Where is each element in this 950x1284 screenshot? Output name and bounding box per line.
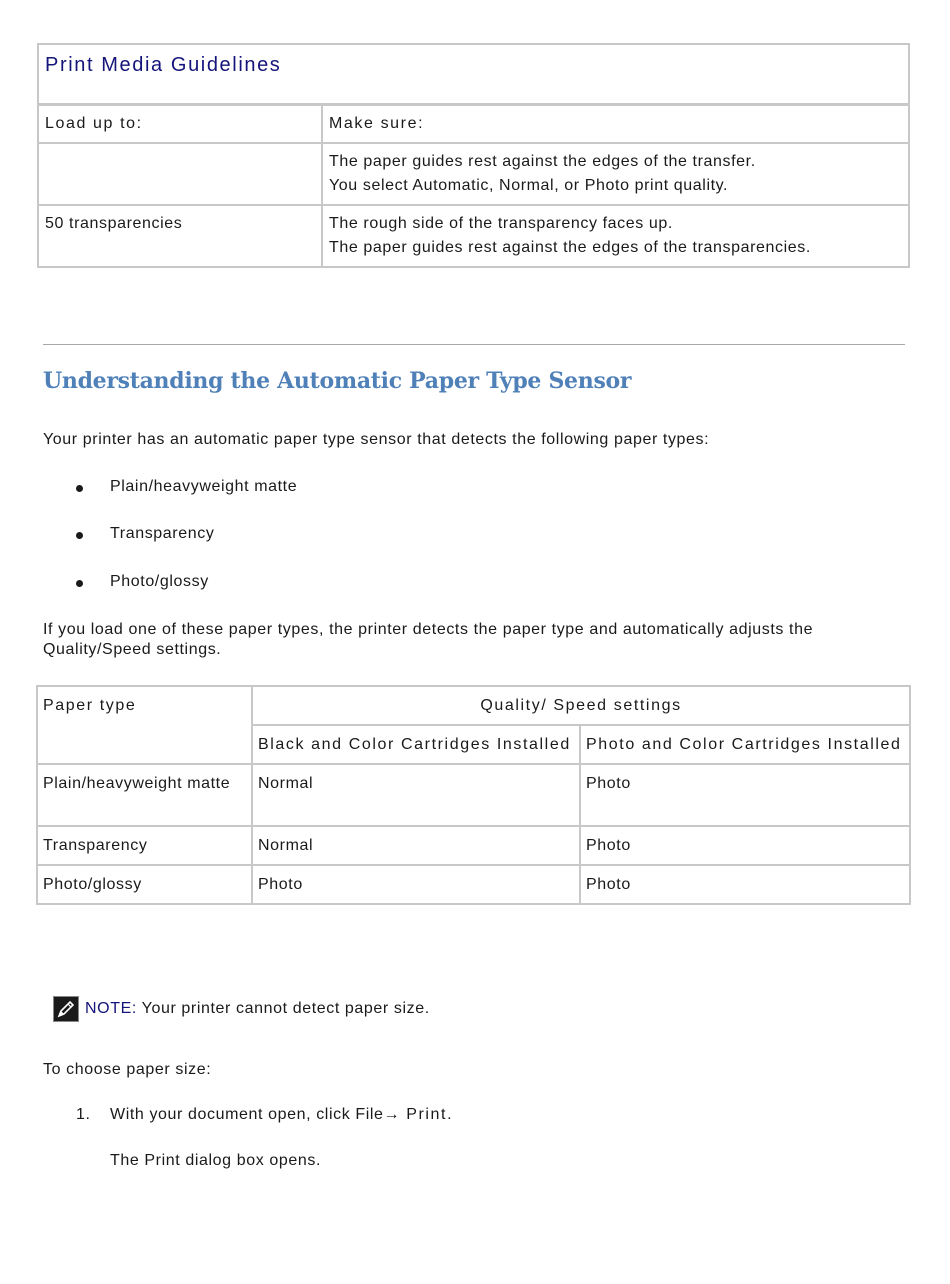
- note-label: NOTE:: [85, 1000, 137, 1017]
- photo-color-header: Photo and Color Cartridges Installed: [580, 725, 910, 764]
- photo-color-cell: Photo: [580, 826, 910, 865]
- section-heading: Understanding the Automatic Paper Type Sensor: [43, 368, 632, 394]
- guidelines-title-cell: [38, 44, 909, 105]
- load-cell: [38, 143, 322, 205]
- make-sure-line: The paper guides rest against the edges of the transparencies.: [329, 239, 811, 256]
- guidelines-title: Print Media Guidelines: [45, 54, 282, 76]
- make-sure-header: Make sure:: [322, 105, 909, 143]
- after-list-line-1: If you load one of these paper types, the printer detects the paper type and automatically adjusts the: [43, 621, 814, 638]
- photo-color-cell: Photo: [580, 865, 910, 904]
- load-cell: 50 transparencies: [38, 205, 322, 267]
- note: [53, 995, 430, 1023]
- arrow-right-icon: →: [383, 1106, 401, 1123]
- table-row: [38, 143, 909, 205]
- step-number: 1.: [76, 1106, 91, 1123]
- make-sure-cell: [322, 205, 909, 267]
- quality-speed-header: Quality/ Speed settings: [252, 686, 910, 725]
- bullet-dot: [76, 532, 83, 539]
- steps-intro: To choose paper size:: [43, 1061, 212, 1078]
- pencil-note-icon: [53, 996, 79, 1022]
- table-row: [38, 205, 909, 267]
- bullet-dot: [76, 485, 83, 492]
- paper-type-table: [36, 685, 911, 905]
- list-item: Plain/heavyweight matte: [110, 478, 298, 495]
- table-row: [37, 865, 910, 904]
- black-color-cell: Normal: [252, 826, 580, 865]
- section-divider: [43, 344, 905, 345]
- step-followup: The Print dialog box opens.: [110, 1152, 321, 1169]
- step-text-main: With your document open, click File: [110, 1106, 384, 1123]
- intro-paragraph: Your printer has an automatic paper type sensor that detects the following paper types:: [43, 431, 710, 448]
- make-sure-line: The paper guides rest against the edges of the transfer.: [329, 153, 756, 170]
- black-color-header: Black and Color Cartridges Installed: [252, 725, 580, 764]
- list-item: Photo/glossy: [110, 573, 209, 590]
- paper-type-cell: Plain/heavyweight matte: [37, 764, 252, 826]
- make-sure-line: The rough side of the transparency faces up.: [329, 215, 673, 232]
- step-text: [110, 1106, 453, 1124]
- bullet-dot: [76, 580, 83, 587]
- after-list-line-2: Quality/Speed settings.: [43, 641, 222, 658]
- print-media-guidelines-table: [37, 43, 910, 268]
- paper-type-header: Paper type: [37, 686, 252, 764]
- list-item: Transparency: [110, 525, 215, 542]
- black-color-cell: Normal: [252, 764, 580, 826]
- photo-color-cell: Photo: [580, 764, 910, 826]
- make-sure-line: You select Automatic, Normal, or Photo print quality.: [329, 177, 729, 194]
- note-text: Your printer cannot detect paper size.: [136, 1000, 430, 1017]
- paper-type-cell: Photo/glossy: [37, 865, 252, 904]
- table-row: [37, 764, 910, 826]
- step-text-after: Print.: [400, 1106, 454, 1123]
- black-color-cell: Photo: [252, 865, 580, 904]
- load-header: Load up to:: [38, 105, 322, 143]
- table-row: [37, 826, 910, 865]
- paper-type-cell: Transparency: [37, 826, 252, 865]
- make-sure-cell: [322, 143, 909, 205]
